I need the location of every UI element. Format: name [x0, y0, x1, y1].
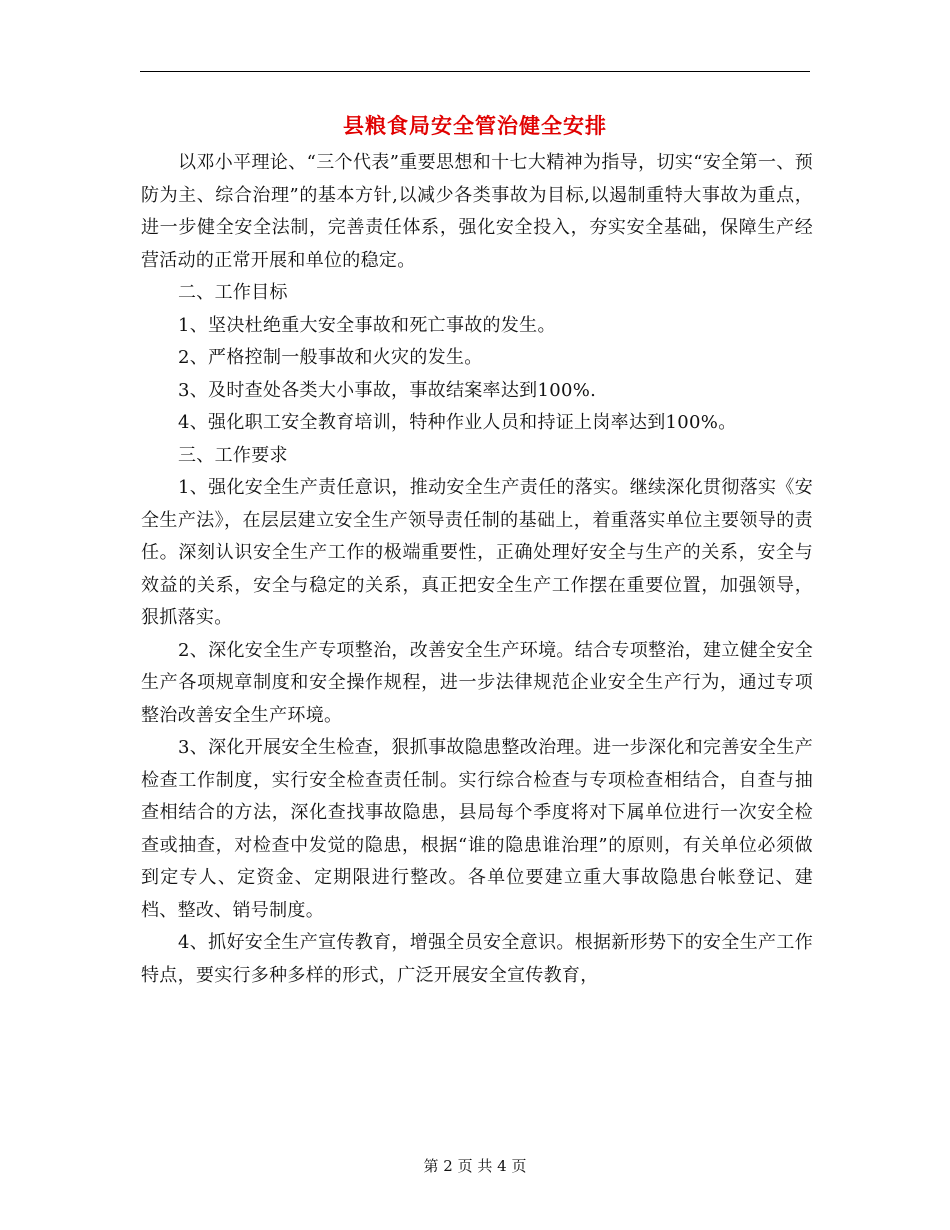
page-footer: 第 2 页 共 4 页 [423, 1157, 527, 1175]
header-rule [140, 71, 810, 72]
goal-item-4: 4、强化职工安全教育培训，特种作业人员和持证上岗率达到100%。 [178, 412, 737, 433]
requirement-item-4: 4、抓好安全生产宣传教育，增强全员安全意识。根据新形势下的安全生产工作特点，要实行多种多样的形式，广泛开展安全宣传教育， [141, 932, 813, 986]
goal-item-1: 1、坚决杜绝重大安全事故和死亡事故的发生。 [178, 314, 556, 336]
heading-work-goals: 二、工作目标 [178, 282, 288, 303]
heading-work-requirements: 三、工作要求 [178, 444, 288, 466]
goal-item-2: 2、严格控制一般事故和火灾的发生。 [178, 347, 483, 368]
paragraph-intro: 以邓小平理论、“三个代表”重要思想和十七大精神为指导，切实“安全第一、预防为主、综合治理”的基本方针,以减少各类事故为目标,以遏制重特大事故为重点，进一步健全安全法制，完善责任体系，强化安全投入，夯实安全基础，保障生产经营活动的正常开展和单位的稳定。 [141, 152, 813, 271]
requirement-item-2: 2、深化安全生产专项整治，改善安全生产环境。结合专项整治，建立健全安全生产各项规章制度和安全操作规程，进一步法律规范企业安全生产行为，通过专项整治改善安全生产环境。 [141, 639, 813, 726]
document-title: 县粮食局安全管治健全安排 [343, 113, 607, 138]
document-body [141, 147, 813, 992]
requirement-item-1: 1、强化安全生产责任意识，推动安全生产责任的落实。继续深化贯彻落实《安全生产法》，在层层建立安全生产领导责任制的基础上，着重落实单位主要领导的责任。深刻认识安全生产工作的极端重要性，正确处理好安全与生产的关系，安全与效益的关系，安全与稳定的关系，真正把安全生产工作摆在重要位置，加强领导，狠抓落实。 [141, 477, 813, 628]
requirement-item-3: 3、深化开展安全生检查，狠抓事故隐患整改治理。进一步深化和完善安全生产检查工作制度，实行安全检查责任制。实行综合检查与专项检查相结合，自查与抽查相结合的方法，深化查找事故隐患，县局每个季度将对下属单位进行一次安全检查或抽查，对检查中发觉的隐患，根据“谁的隐患谁治理”的原则，有关单位必须做到定专人、定资金、定期限进行整改。各单位要建立重大事故隐患台帐登记、建档、整改、销号制度。 [141, 737, 813, 921]
goal-item-3: 3、及时查处各类大小事故，事故结案率达到100%. [178, 379, 597, 401]
